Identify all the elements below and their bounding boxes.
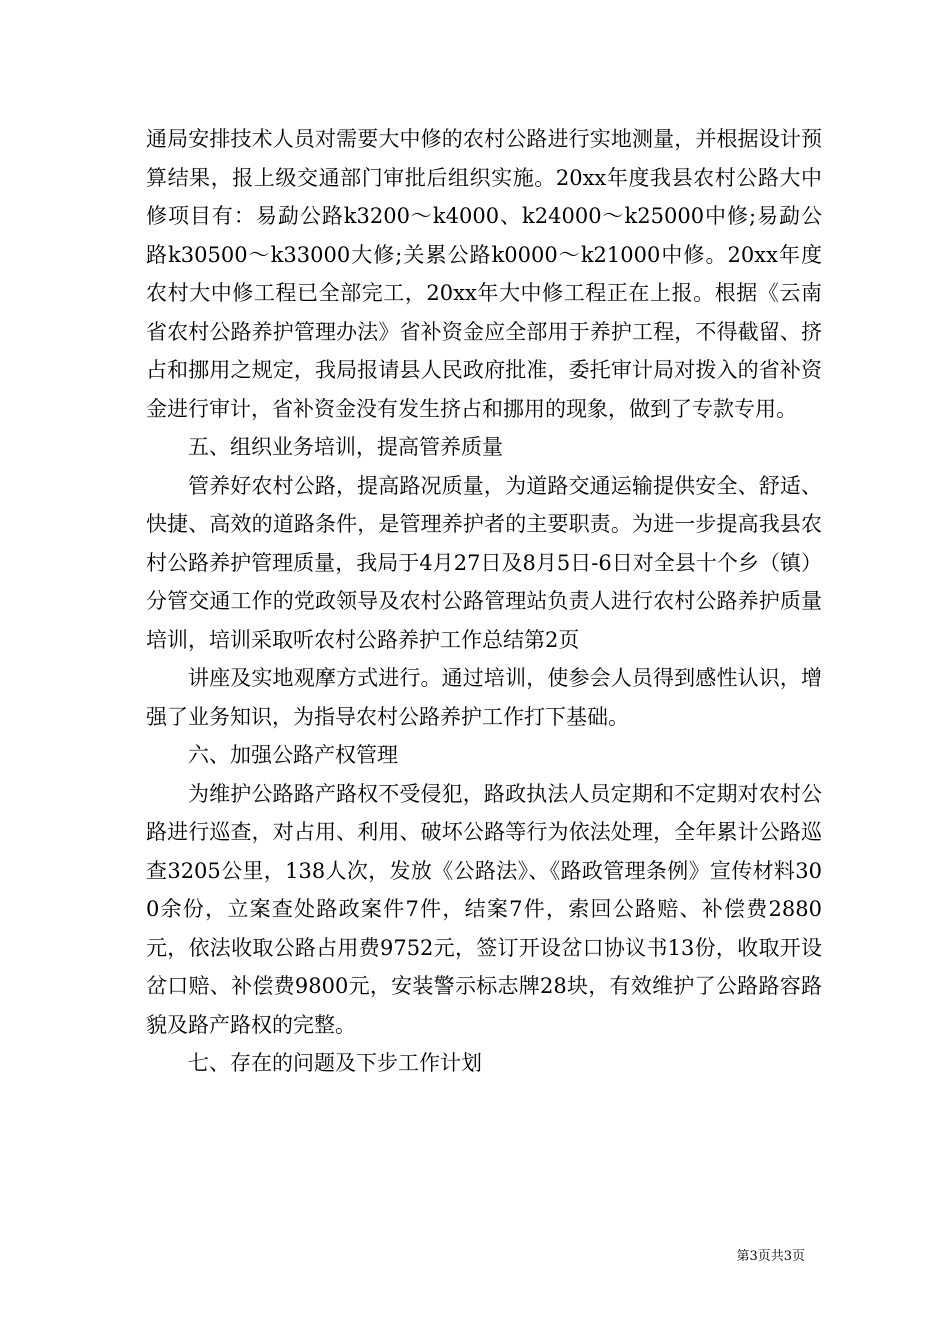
document-body xyxy=(146,120,822,1083)
paragraph-2: 管养好农村公路，提高路况质量，为道路交通运输提供安全、舒适、快捷、高效的道路条件，是管理养护者的主要职责。为进一步提高我县农村公路养护管理质量，我局于4月27日及8月5日-6日对全县十个乡（镇）分管交通工作的党政领导及农村公路管理站负责人进行农村公路养护质量培训，培训采取听农村公路养护工作总结第2页 xyxy=(146,473,822,652)
paragraph-4: 为维护公路路产路权不受侵犯，路政执法人员定期和不定期对农村公路进行巡查，对占用、利用、破坏公路等行为依法处理，全年累计公路巡查3205公里，138人次，发放《公路法》、《路政管理条例》宣传材料300余份，立案查处路政案件7件，结案7件，索回公路赔、补偿费2880元，依法收取公路占用费9752元，签订开设岔口协议书13份，收取开设岔口赔、补偿费9800元，安装警示标志牌28块，有效维护了公路路容路貌及路产路权的完整。 xyxy=(146,781,822,1037)
paragraph-1: 通局安排技术人员对需要大中修的农村公路进行实地测量，并根据设计预算结果，报上级交通部门审批后组织实施。20xx年度我县农村公路大中修项目有：易勐公路k3200～k4000、k24000～k25000中修;易勐公路k30500～k33000大修;关累公路k0000～k21000中修。20xx年度农村大中修工程已全部完工，20xx年大中修工程正在上报。根据《云南省农村公路养护管理办法》省补资金应全部用于养护工程，不得截留、挤占和挪用之规定，我局报请县人民政府批准，委托审计局对拨入的省补资金进行审计，省补资金没有发生挤占和挪用的现象，做到了专款专用。 xyxy=(146,127,822,421)
section-heading-7: 七、存在的问题及下步工作计划 xyxy=(188,1051,482,1075)
paragraph-3: 讲座及实地观摩方式进行。通过培训，使参会人员得到感性认识，增强了业务知识，为指导农村公路养护工作打下基础。 xyxy=(146,666,822,729)
section-heading-5: 五、组织业务培训，提高管养质量 xyxy=(188,435,503,459)
section-heading-6: 六、加强公路产权管理 xyxy=(188,743,398,767)
page-number-footer: 第3页共3页 xyxy=(736,1249,805,1264)
